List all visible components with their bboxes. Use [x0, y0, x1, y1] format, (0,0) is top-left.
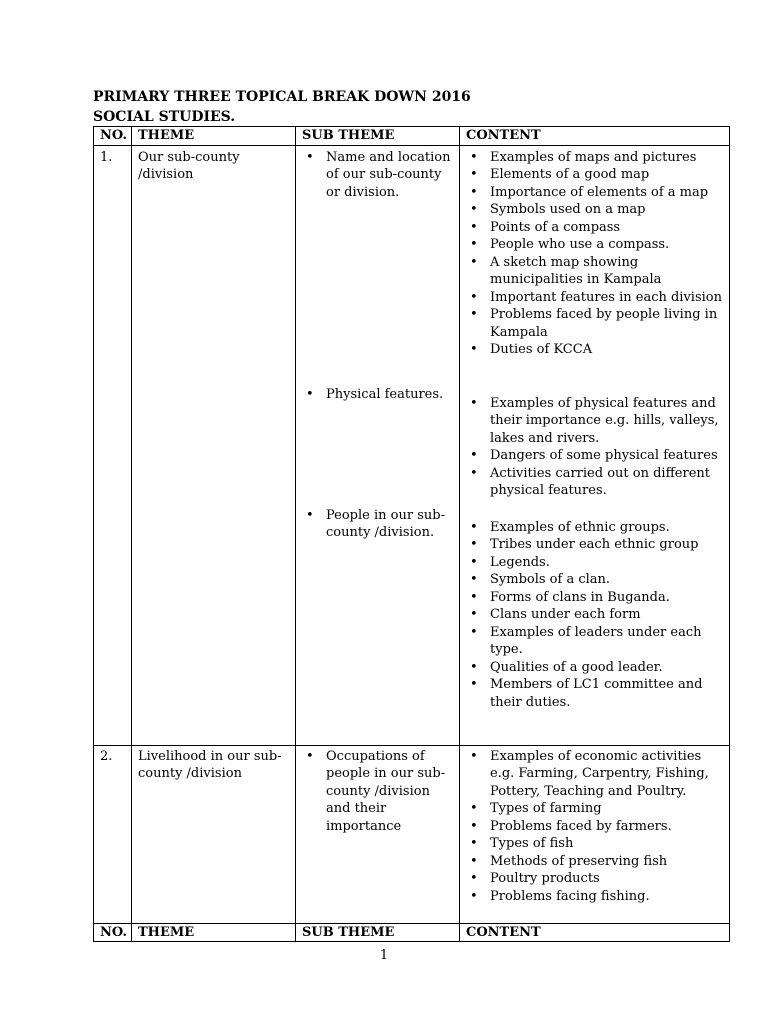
content-cell [460, 745, 730, 923]
sub-theme-cell [296, 745, 460, 923]
document-title: PRIMARY THREE TOPICAL BREAK DOWN 2016 [93, 89, 471, 105]
header-theme: THEME [132, 127, 296, 146]
page-number: 1 [379, 948, 389, 963]
content-item: • Problems faced by farmers. [466, 818, 725, 836]
sub-theme-item: • People in our sub-county /division. [302, 507, 455, 542]
table-header-row [94, 127, 730, 146]
table-row [94, 745, 730, 923]
content-item: • Clans under each form [466, 606, 725, 624]
content-item: • Examples of physical features and their importance e.g. hills, valleys, lakes and rivers. [466, 395, 725, 448]
content-list [466, 149, 725, 395]
topic-table [93, 126, 730, 942]
content-item: • Activities carried out on different physical features. [466, 465, 725, 500]
content-item: • A sketch map showing municipalities in Kampala [466, 254, 725, 289]
sub-theme-item: • Name and location of our sub-county or division. [302, 149, 455, 202]
content-item: • People who use a compass. [466, 236, 725, 254]
content-item: • Important features in each division [466, 289, 725, 307]
table-row [94, 145, 730, 745]
subject-heading: SOCIAL STUDIES. [93, 109, 236, 125]
content-item: • Points of a compass [466, 219, 725, 237]
sub-theme-item: • Physical features. [302, 386, 455, 404]
header-sub-theme: SUB THEME [296, 127, 460, 146]
row-number: 2. [94, 745, 132, 923]
header-theme: THEME [132, 923, 296, 942]
content-item: • Symbols used on a map [466, 201, 725, 219]
content-item: • Types of farming [466, 800, 725, 818]
content-list [466, 519, 725, 712]
content-list [466, 748, 725, 906]
content-item: • Tribes under each ethnic group [466, 536, 725, 554]
content-item: • Legends. [466, 554, 725, 572]
header-content: CONTENT [460, 127, 730, 146]
header-no: NO. [94, 923, 132, 942]
theme-cell: Our sub-county /division [132, 145, 296, 745]
content-item: • Qualities of a good leader. [466, 659, 725, 677]
content-item: • Problems facing fishing. [466, 888, 725, 906]
content-item: • Dangers of some physical features [466, 447, 725, 465]
content-item: • Duties of KCCA [466, 341, 725, 359]
theme-cell: Livelihood in our sub-county /division [132, 745, 296, 923]
content-item: • Problems faced by people living in Kampala [466, 306, 725, 341]
content-item: • Forms of clans in Buganda. [466, 589, 725, 607]
content-item: • Poultry products [466, 870, 725, 888]
content-item: • Examples of leaders under each type. [466, 624, 725, 659]
header-sub-theme: SUB THEME [296, 923, 460, 942]
header-content: CONTENT [460, 923, 730, 942]
row-number: 1. [94, 145, 132, 745]
content-item: • Members of LC1 committee and their duties. [466, 676, 725, 711]
content-item: • Types of fish [466, 835, 725, 853]
content-item: • Importance of elements of a map [466, 184, 725, 202]
sub-theme-item: • Occupations of people in our sub-county /division and their importance [302, 748, 455, 836]
content-item: • Examples of maps and pictures [466, 149, 725, 167]
content-item: • Methods of preserving fish [466, 853, 725, 871]
content-item: • Examples of ethnic groups. [466, 519, 725, 537]
table-header-row-repeat [94, 923, 730, 942]
content-list [466, 395, 725, 519]
content-item: • Symbols of a clan. [466, 571, 725, 589]
sub-theme-cell [296, 145, 460, 745]
header-no: NO. [94, 127, 132, 146]
content-item: • Examples of economic activities e.g. Farming, Carpentry, Fishing, Pottery, Teaching and Poultry. [466, 748, 725, 801]
content-cell [460, 145, 730, 745]
content-item: • Elements of a good map [466, 166, 725, 184]
